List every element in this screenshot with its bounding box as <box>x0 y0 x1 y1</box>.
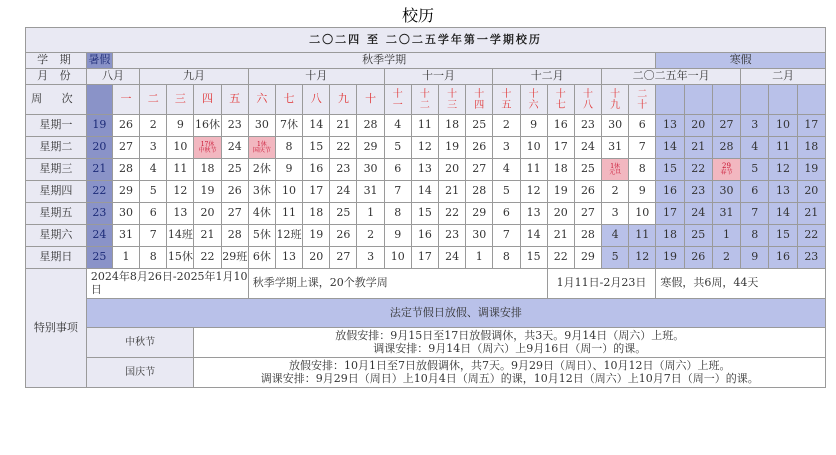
mid-autumn-row <box>26 328 826 358</box>
national-day-line2: 调课安排：9月29日（周日）上10月4日（周五）的课，10月12日（周六）上10月7日（周一）的课。 <box>260 371 759 385</box>
holiday-heading-row <box>26 299 826 328</box>
day-cell: 5 <box>140 181 167 203</box>
day-cell: 27 <box>112 137 139 159</box>
week-winter-cell <box>797 85 825 115</box>
day-cell: 31 <box>712 203 740 225</box>
day-cell: 8 <box>741 225 769 247</box>
day-cell: 3 <box>602 203 629 225</box>
day-cell: 14 <box>411 181 438 203</box>
week-number: 十 三 <box>439 85 466 115</box>
month-sep: 九月 <box>140 69 249 85</box>
day-cell: 26 <box>221 181 248 203</box>
day-cell: 6 <box>140 203 167 225</box>
week-number: 十 二 <box>411 85 438 115</box>
day-cell: 23 <box>797 247 825 269</box>
day-cell: 7 <box>493 225 520 247</box>
day-cell: 11 <box>275 203 302 225</box>
day-cell: 16 <box>303 159 330 181</box>
day-cell: 25 <box>574 159 601 181</box>
weekday-label: 星期五 <box>26 203 87 225</box>
page-title: 校历 <box>401 6 434 25</box>
day-cell: 22 <box>797 225 825 247</box>
day-cell: 6 <box>384 159 411 181</box>
day-cell: 9 <box>167 115 194 137</box>
day-cell: 13 <box>656 115 684 137</box>
week-number: 五 <box>221 85 248 115</box>
day-cell: 21 <box>439 181 466 203</box>
week-number: 一 <box>112 85 139 115</box>
day-cell: 14 <box>303 115 330 137</box>
day-cell: 15 <box>411 203 438 225</box>
day-cell: 13 <box>275 247 302 269</box>
day-cell: 23 <box>574 115 601 137</box>
week-number: 九 <box>330 85 357 115</box>
day-cell: 14班 <box>167 225 194 247</box>
week-number: 三 <box>167 85 194 115</box>
day-cell: 30 <box>712 181 740 203</box>
day-cell: 7 <box>384 181 411 203</box>
weekday-row-mon <box>26 115 826 137</box>
term-row <box>26 53 826 69</box>
day-cell: 7休 <box>275 115 302 137</box>
day-cell: 5休 <box>248 225 275 247</box>
month-dec: 十二月 <box>493 69 602 85</box>
day-cell: 2休 <box>248 159 275 181</box>
day-cell: 11 <box>769 137 797 159</box>
day-cell: 28 <box>357 115 384 137</box>
day-cell: 17 <box>303 181 330 203</box>
winter-dates: 1月11日-2月23日 <box>547 269 656 299</box>
weekday-label: 星期二 <box>26 137 87 159</box>
day-cell: 15休 <box>167 247 194 269</box>
day-cell: 31 <box>112 225 139 247</box>
day-cell: 28 <box>221 225 248 247</box>
day-cell: 22 <box>194 247 221 269</box>
day-cell: 13 <box>411 159 438 181</box>
day-cell: 30 <box>466 225 493 247</box>
day-cell: 21 <box>684 137 712 159</box>
day-cell: 14 <box>769 203 797 225</box>
day-cell: 26 <box>684 247 712 269</box>
week-number: 十 六 <box>520 85 547 115</box>
day-cell: 15 <box>656 159 684 181</box>
day-cell: 29班 <box>221 247 248 269</box>
weekday-label: 星期一 <box>26 115 87 137</box>
day-cell: 9 <box>275 159 302 181</box>
day-cell: 14 <box>520 225 547 247</box>
holiday-heading: 法定节假日放假、调课安排 <box>86 299 825 328</box>
week-number: 十 七 <box>547 85 574 115</box>
day-cell: 19 <box>439 137 466 159</box>
weekday-row-sun <box>26 247 826 269</box>
weekday-row-fri <box>26 203 826 225</box>
day-cell: 23 <box>684 181 712 203</box>
day-cell: 10 <box>769 115 797 137</box>
day-cell: 27 <box>712 115 740 137</box>
day-cell: 24 <box>439 247 466 269</box>
term-description: 秋季学期上课，20个教学周 <box>248 269 547 299</box>
week-number: 十 九 <box>602 85 629 115</box>
day-cell: 23 <box>86 203 112 225</box>
day-cell: 17 <box>411 247 438 269</box>
day-cell: 27 <box>574 203 601 225</box>
day-cell: 9 <box>629 181 656 203</box>
day-cell: 10 <box>384 247 411 269</box>
day-cell: 27 <box>466 159 493 181</box>
mid-autumn-line2: 调课安排：9月14日（周六）上9月16日（周一）的课。 <box>373 341 647 355</box>
day-cell: 26 <box>330 225 357 247</box>
day-cell: 28 <box>466 181 493 203</box>
day-cell: 22 <box>547 247 574 269</box>
day-cell: 5 <box>384 137 411 159</box>
month-aug: 八月 <box>86 69 139 85</box>
day-cell: 6 <box>629 115 656 137</box>
day-cell: 19 <box>86 115 112 137</box>
day-cell: 1 <box>466 247 493 269</box>
day-cell: 8 <box>493 247 520 269</box>
national-day-line1: 放假安排：10月1日至7日放假调休，共7天。9月29日（周日）、10月12日（周六）上班。 <box>288 359 731 373</box>
day-cell: 5 <box>493 181 520 203</box>
week-number: 二 十 <box>629 85 656 115</box>
week-winter-cell <box>712 85 740 115</box>
day-cell: 25 <box>684 225 712 247</box>
day-cell: 21 <box>194 225 221 247</box>
day-cell: 9 <box>384 225 411 247</box>
mid-autumn-line1: 放假安排：9月15日至17日放假调休，共3天。9月14日（周六）上班。 <box>335 329 685 343</box>
day-cell: 24 <box>86 225 112 247</box>
day-cell: 2 <box>712 247 740 269</box>
day-cell: 19 <box>303 225 330 247</box>
day-cell: 16 <box>411 225 438 247</box>
day-cell: 3 <box>493 137 520 159</box>
day-number: 17休 <box>200 140 215 148</box>
day-cell: 30 <box>602 115 629 137</box>
day-cell: 11 <box>520 159 547 181</box>
winter-label: 寒假 <box>656 53 826 69</box>
day-cell: 31 <box>602 137 629 159</box>
day-cell: 2 <box>493 115 520 137</box>
day-cell: 21 <box>330 115 357 137</box>
month-nov: 十一月 <box>384 69 493 85</box>
day-cell: 15 <box>769 225 797 247</box>
day-cell: 1 <box>357 203 384 225</box>
day-cell: 19 <box>547 181 574 203</box>
day-cell: 8 <box>275 137 302 159</box>
day-cell: 30 <box>357 159 384 181</box>
day-cell <box>248 137 275 159</box>
week-number: 二 <box>140 85 167 115</box>
day-cell: 20 <box>303 247 330 269</box>
week-number: 十 一 <box>384 85 411 115</box>
day-cell: 26 <box>466 137 493 159</box>
day-cell: 24 <box>330 181 357 203</box>
day-cell: 16 <box>656 181 684 203</box>
day-cell: 28 <box>712 137 740 159</box>
day-cell: 7 <box>629 137 656 159</box>
day-cell: 24 <box>684 203 712 225</box>
day-cell: 20 <box>797 181 825 203</box>
day-cell: 8 <box>140 247 167 269</box>
day-cell: 16 <box>769 247 797 269</box>
day-cell: 1 <box>112 247 139 269</box>
day-cell: 29 <box>357 137 384 159</box>
day-cell: 10 <box>167 137 194 159</box>
day-cell: 12班 <box>275 225 302 247</box>
day-cell: 4 <box>602 225 629 247</box>
holiday-note: 国庆节 <box>252 146 271 154</box>
day-cell: 22 <box>684 159 712 181</box>
day-cell: 11 <box>629 225 656 247</box>
day-cell: 28 <box>112 159 139 181</box>
day-cell: 3 <box>140 137 167 159</box>
mid-autumn-name: 中秋节 <box>86 328 194 358</box>
week-number: 七 <box>275 85 302 115</box>
day-cell: 25 <box>221 159 248 181</box>
day-cell: 2 <box>357 225 384 247</box>
summer-label: 暑假 <box>86 53 112 69</box>
day-cell: 3 <box>741 115 769 137</box>
day-cell: 6休 <box>248 247 275 269</box>
term-label: 学 期 <box>26 53 87 69</box>
weekday-row-thu <box>26 181 826 203</box>
week-winter-cell <box>656 85 684 115</box>
day-cell: 4 <box>493 159 520 181</box>
month-oct: 十月 <box>248 69 384 85</box>
national-day-row <box>26 358 826 388</box>
day-cell: 25 <box>466 115 493 137</box>
day-cell: 12 <box>520 181 547 203</box>
day-cell: 4 <box>384 115 411 137</box>
holiday-note: 元旦 <box>609 168 622 176</box>
day-cell: 22 <box>330 137 357 159</box>
day-cell: 19 <box>797 159 825 181</box>
month-jan: 二〇二五年一月 <box>602 69 741 85</box>
day-cell: 10 <box>520 137 547 159</box>
day-number: 1休 <box>610 162 621 170</box>
day-cell: 15 <box>520 247 547 269</box>
day-cell: 13 <box>769 181 797 203</box>
day-cell: 16 <box>547 115 574 137</box>
day-cell: 26 <box>112 115 139 137</box>
day-cell: 29 <box>112 181 139 203</box>
holiday-note: 春节 <box>720 169 733 176</box>
day-cell: 24 <box>574 137 601 159</box>
day-cell: 16休 <box>194 115 221 137</box>
day-cell: 18 <box>194 159 221 181</box>
day-cell: 24 <box>221 137 248 159</box>
week-winter-cell <box>684 85 712 115</box>
weekday-label: 星期四 <box>26 181 87 203</box>
term-summary-row <box>26 269 826 299</box>
day-cell: 8 <box>384 203 411 225</box>
day-cell: 19 <box>194 181 221 203</box>
day-cell: 22 <box>439 203 466 225</box>
day-cell: 25 <box>86 247 112 269</box>
mid-autumn-note <box>194 328 826 358</box>
day-cell: 6 <box>493 203 520 225</box>
day-cell: 30 <box>112 203 139 225</box>
day-cell: 2 <box>602 181 629 203</box>
day-cell: 5 <box>741 159 769 181</box>
day-cell: 20 <box>194 203 221 225</box>
special-label: 特别事项 <box>26 269 87 388</box>
week-number: 六 <box>248 85 275 115</box>
day-cell: 13 <box>167 203 194 225</box>
day-cell: 18 <box>656 225 684 247</box>
day-cell: 27 <box>330 247 357 269</box>
day-cell: 17 <box>797 115 825 137</box>
day-cell: 1 <box>712 225 740 247</box>
day-cell: 28 <box>574 225 601 247</box>
weekday-label: 星期六 <box>26 225 87 247</box>
day-cell: 9 <box>520 115 547 137</box>
day-cell: 9 <box>741 247 769 269</box>
day-cell: 20 <box>439 159 466 181</box>
weekday-row-tue <box>26 137 826 159</box>
holiday-note: 中秋节 <box>198 146 217 154</box>
day-cell: 6 <box>741 181 769 203</box>
national-day-note <box>194 358 826 388</box>
day-number: 1休 <box>256 140 267 148</box>
day-cell: 18 <box>547 159 574 181</box>
day-cell: 18 <box>797 137 825 159</box>
day-cell: 17 <box>547 137 574 159</box>
day-cell: 27 <box>221 203 248 225</box>
day-cell: 20 <box>547 203 574 225</box>
day-cell: 4休 <box>248 203 275 225</box>
day-cell: 4 <box>741 137 769 159</box>
day-cell: 19 <box>656 247 684 269</box>
day-cell: 26 <box>574 181 601 203</box>
day-cell <box>712 159 740 181</box>
day-number: 29 <box>722 162 731 170</box>
week-summer-cell <box>86 85 112 115</box>
day-cell: 7 <box>741 203 769 225</box>
day-cell: 21 <box>86 159 112 181</box>
day-cell: 10 <box>275 181 302 203</box>
day-cell <box>602 159 629 181</box>
day-cell: 29 <box>466 203 493 225</box>
day-cell: 3休 <box>248 181 275 203</box>
school-calendar-table <box>25 27 826 388</box>
day-cell: 12 <box>411 137 438 159</box>
term-dates: 2024年8月26日-2025年1月10日 <box>86 269 248 299</box>
week-label: 周 次 <box>26 85 87 115</box>
day-cell: 21 <box>547 225 574 247</box>
week-number: 十 八 <box>574 85 601 115</box>
day-cell: 5 <box>602 247 629 269</box>
day-cell: 20 <box>684 115 712 137</box>
week-winter-cell <box>741 85 769 115</box>
national-day-name: 国庆节 <box>86 358 194 388</box>
week-number: 十 五 <box>493 85 520 115</box>
weekday-label: 星期日 <box>26 247 87 269</box>
day-cell: 11 <box>411 115 438 137</box>
day-cell: 31 <box>357 181 384 203</box>
day-cell: 18 <box>439 115 466 137</box>
calendar-title: 二〇二四 至 二〇二五学年第一学期校历 <box>26 28 826 53</box>
day-cell: 14 <box>656 137 684 159</box>
day-cell: 2 <box>140 115 167 137</box>
day-cell: 11 <box>167 159 194 181</box>
week-row <box>26 85 826 115</box>
day-cell: 7 <box>140 225 167 247</box>
day-cell: 30 <box>248 115 275 137</box>
day-cell: 13 <box>520 203 547 225</box>
day-cell: 12 <box>769 159 797 181</box>
day-cell: 12 <box>167 181 194 203</box>
day-cell: 12 <box>629 247 656 269</box>
week-number: 四 <box>194 85 221 115</box>
day-cell: 10 <box>629 203 656 225</box>
month-row <box>26 69 826 85</box>
weekday-row-wed <box>26 159 826 181</box>
weekday-row-sat <box>26 225 826 247</box>
winter-description: 寒假，共6周，44天 <box>656 269 826 299</box>
day-cell: 22 <box>86 181 112 203</box>
day-cell: 20 <box>86 137 112 159</box>
day-cell: 15 <box>303 137 330 159</box>
day-cell: 3 <box>357 247 384 269</box>
day-cell: 18 <box>303 203 330 225</box>
day-cell: 21 <box>797 203 825 225</box>
month-label: 月 份 <box>26 69 87 85</box>
day-cell: 23 <box>439 225 466 247</box>
week-number: 十 四 <box>466 85 493 115</box>
day-cell: 29 <box>574 247 601 269</box>
autumn-label: 秋季学期 <box>112 53 655 69</box>
weekday-label: 星期三 <box>26 159 87 181</box>
day-cell: 4 <box>140 159 167 181</box>
day-cell: 8 <box>629 159 656 181</box>
day-cell: 25 <box>330 203 357 225</box>
day-cell: 23 <box>221 115 248 137</box>
day-cell: 23 <box>330 159 357 181</box>
day-cell <box>194 137 221 159</box>
day-cell: 17 <box>656 203 684 225</box>
week-number: 八 <box>303 85 330 115</box>
week-number: 十 <box>357 85 384 115</box>
week-winter-cell <box>769 85 797 115</box>
month-feb: 二月 <box>741 69 826 85</box>
